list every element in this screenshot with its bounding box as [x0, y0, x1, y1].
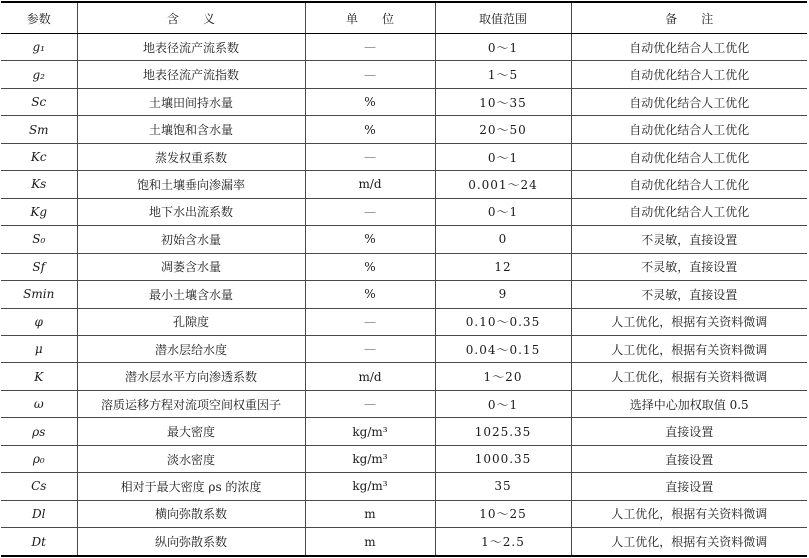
table-row: [1, 171, 807, 198]
param-unit: —: [305, 335, 435, 362]
param-range: 1～5: [435, 61, 571, 88]
table-body: [1, 34, 807, 557]
table-row: [1, 418, 807, 445]
param-symbol: g₂: [1, 61, 77, 88]
header-unit: 单 位: [305, 2, 435, 34]
param-remark: 不灵敏，直接设置: [571, 226, 807, 253]
param-unit: %: [305, 116, 435, 143]
param-range: 9: [435, 281, 571, 308]
param-symbol: Dt: [1, 528, 77, 556]
header-remark: 备 注: [571, 2, 807, 34]
table-row: [1, 363, 807, 390]
param-meaning: 饱和土壤垂向渗漏率: [77, 171, 305, 198]
param-meaning: 潜水层给水度: [77, 335, 305, 362]
param-remark: 人工优化，根据有关资料微调: [571, 308, 807, 335]
param-meaning: 相对于最大密度 ρs 的浓度: [77, 473, 305, 500]
param-remark: 自动优化结合人工优化: [571, 116, 807, 143]
param-symbol: g₁: [1, 34, 77, 61]
param-unit: m: [305, 500, 435, 527]
param-unit: kg/m³: [305, 418, 435, 445]
param-unit: %: [305, 253, 435, 280]
param-symbol: Cs: [1, 473, 77, 500]
param-range: 0～1: [435, 390, 571, 417]
param-remark: 不灵敏，直接设置: [571, 281, 807, 308]
param-meaning: 土壤饱和含水量: [77, 116, 305, 143]
param-range: 1～20: [435, 363, 571, 390]
parameter-table: [1, 1, 807, 557]
table-row: [1, 226, 807, 253]
param-remark: 人工优化，根据有关资料微调: [571, 363, 807, 390]
table-row: [1, 473, 807, 500]
param-remark: 自动优化结合人工优化: [571, 143, 807, 170]
param-symbol: ρ₀: [1, 445, 77, 472]
table-row: [1, 281, 807, 308]
param-remark: 自动优化结合人工优化: [571, 34, 807, 61]
param-meaning: 初始含水量: [77, 226, 305, 253]
table-row: [1, 198, 807, 225]
param-unit: %: [305, 88, 435, 115]
param-unit: —: [305, 390, 435, 417]
param-meaning: 最小土壤含水量: [77, 281, 305, 308]
param-range: 12: [435, 253, 571, 280]
table-row: [1, 143, 807, 170]
table-row: [1, 528, 807, 556]
param-unit: %: [305, 281, 435, 308]
param-range: 35: [435, 473, 571, 500]
param-unit: —: [305, 61, 435, 88]
table-row: [1, 500, 807, 527]
param-range: 1025.35: [435, 418, 571, 445]
param-range: 20～50: [435, 116, 571, 143]
param-symbol: ω: [1, 390, 77, 417]
param-meaning: 土壤田间持水量: [77, 88, 305, 115]
param-remark: 自动优化结合人工优化: [571, 171, 807, 198]
param-remark: 不灵敏，直接设置: [571, 253, 807, 280]
table-row: [1, 61, 807, 88]
param-meaning: 最大密度: [77, 418, 305, 445]
param-range: 1～2.5: [435, 528, 571, 556]
table-row: [1, 445, 807, 472]
param-meaning: 地表径流产流系数: [77, 34, 305, 61]
param-meaning: 地表径流产流指数: [77, 61, 305, 88]
param-unit: m/d: [305, 171, 435, 198]
param-remark: 自动优化结合人工优化: [571, 198, 807, 225]
param-remark: 自动优化结合人工优化: [571, 88, 807, 115]
param-range: 0～1: [435, 143, 571, 170]
header-range: 取值范围: [435, 2, 571, 34]
param-range: 0.001～24: [435, 171, 571, 198]
table-row: [1, 116, 807, 143]
table-row: [1, 88, 807, 115]
param-range: 0.04～0.15: [435, 335, 571, 362]
param-symbol: Sc: [1, 88, 77, 115]
param-meaning: 地下水出流系数: [77, 198, 305, 225]
param-remark: 人工优化，根据有关资料微调: [571, 528, 807, 556]
param-meaning: 孔隙度: [77, 308, 305, 335]
param-remark: 人工优化，根据有关资料微调: [571, 335, 807, 362]
param-unit: —: [305, 34, 435, 61]
param-range: 0: [435, 226, 571, 253]
param-range: 0.10～0.35: [435, 308, 571, 335]
param-symbol: Kg: [1, 198, 77, 225]
param-range: 10～25: [435, 500, 571, 527]
table-row: [1, 335, 807, 362]
param-meaning: 潜水层水平方向渗透系数: [77, 363, 305, 390]
header-param: 参数: [1, 2, 77, 34]
param-range: 1000.35: [435, 445, 571, 472]
param-unit: —: [305, 308, 435, 335]
param-symbol: Ks: [1, 171, 77, 198]
param-range: 0～1: [435, 198, 571, 225]
param-meaning: 横向弥散系数: [77, 500, 305, 527]
param-range: 10～35: [435, 88, 571, 115]
param-unit: m/d: [305, 363, 435, 390]
param-remark: 直接设置: [571, 418, 807, 445]
param-unit: kg/m³: [305, 445, 435, 472]
param-unit: —: [305, 143, 435, 170]
param-meaning: 蒸发权重系数: [77, 143, 305, 170]
param-symbol: Sm: [1, 116, 77, 143]
param-remark: 人工优化，根据有关资料微调: [571, 500, 807, 527]
param-symbol: Dl: [1, 500, 77, 527]
param-unit: %: [305, 226, 435, 253]
param-symbol: ρs: [1, 418, 77, 445]
table-row: [1, 34, 807, 61]
param-meaning: 纵向弥散系数: [77, 528, 305, 556]
param-remark: 直接设置: [571, 473, 807, 500]
param-symbol: Kc: [1, 143, 77, 170]
header-row: [1, 2, 807, 34]
param-symbol: Smin: [1, 281, 77, 308]
param-unit: —: [305, 198, 435, 225]
param-symbol: φ: [1, 308, 77, 335]
param-meaning: 淡水密度: [77, 445, 305, 472]
param-symbol: Sf: [1, 253, 77, 280]
table-row: [1, 390, 807, 417]
param-range: 0～1: [435, 34, 571, 61]
param-remark: 选择中心加权取值 0.5: [571, 390, 807, 417]
param-symbol: K: [1, 363, 77, 390]
table-row: [1, 253, 807, 280]
table-row: [1, 308, 807, 335]
param-unit: kg/m³: [305, 473, 435, 500]
param-remark: 直接设置: [571, 445, 807, 472]
param-symbol: μ: [1, 335, 77, 362]
param-meaning: 凋萎含水量: [77, 253, 305, 280]
param-unit: m: [305, 528, 435, 556]
param-remark: 自动优化结合人工优化: [571, 61, 807, 88]
param-meaning: 溶质运移方程对流项空间权重因子: [77, 390, 305, 417]
header-meaning: 含 义: [77, 2, 305, 34]
param-symbol: S₀: [1, 226, 77, 253]
